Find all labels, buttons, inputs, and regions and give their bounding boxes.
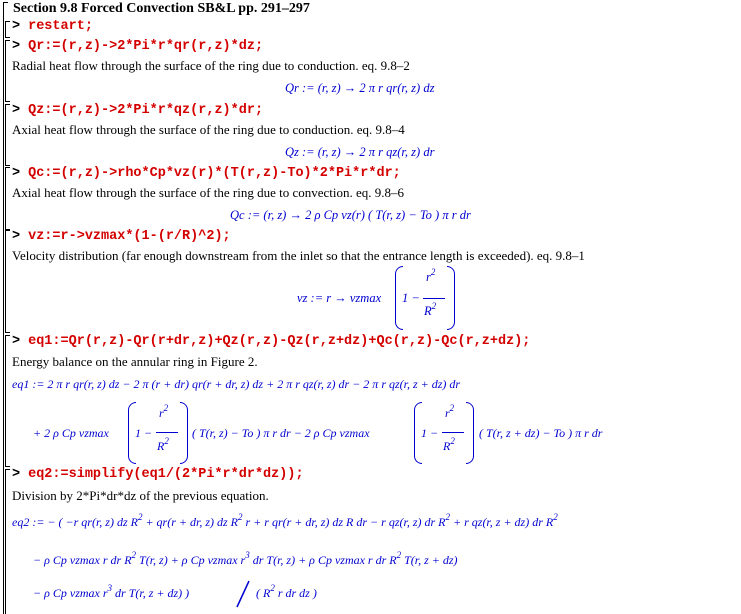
frac-line [442, 432, 464, 433]
paren-right [447, 266, 455, 330]
output-eq1-line1: eq1 := 2 π r qr(r, z) dz − 2 π (r + dr) qr(r + dr, z) dz + 2 π r qz(r, z) dr − 2 π r qz(r, z + dz) dr [12, 377, 461, 391]
group-bracket-restart[interactable] [5, 21, 10, 38]
prompt: > [12, 334, 21, 349]
comment-qr: Radial heat flow through the surface of the ring due to conduction. eq. 9.8–2 [12, 58, 410, 73]
frac-num: $r^2$ [445, 403, 455, 420]
input-qz[interactable] [12, 103, 263, 118]
prompt: > [12, 103, 21, 118]
comment-qc: Axial heat flow through the surface of the ring due to convection. eq. 9.8–6 [12, 185, 405, 200]
prompt: > [12, 39, 21, 54]
output-eq2-line1: eq2 := − ( −r qr(r, z) dz $R^2 + qr(r$ + dr, z) dz $R^2$ r + r qr(r + dr, z) dz R dr − r qz(r, z) dr $R^2 + r$ qz(r, z + dz) dr $R^2$ [12, 512, 558, 529]
frac-line [156, 432, 178, 433]
input-eq2[interactable] [12, 467, 304, 482]
input-text[interactable]: eq2:=simplify(eq1/(2*Pi*r*dr*dz)); [28, 467, 304, 482]
frac-den: $R^2$ [443, 436, 455, 453]
prompt: > [12, 229, 21, 244]
division-slash [234, 579, 252, 609]
input-eq1[interactable] [12, 334, 530, 349]
input-qc[interactable] [12, 166, 401, 181]
group-bracket-eq1[interactable] [5, 335, 10, 467]
prompt: > [12, 166, 21, 181]
comment-eq1: Energy balance on the annular ring in Figure 2. [12, 354, 258, 369]
output-eq2-line2: − ρ Cp vzmax r dr $R^2$ T(r, z) + ρ Cp vzmax $r^3$ dr T(r, z) + ρ Cp vzmax r dr $R^2$ T(r, z + dz) [33, 550, 458, 567]
input-text[interactable]: restart; [28, 19, 93, 34]
frac-line [423, 298, 445, 299]
eq1-term-a: + 2 ρ Cp vzmax [33, 426, 109, 440]
group-bracket-eq2[interactable] [5, 469, 10, 614]
group-bracket-qr[interactable] [5, 40, 10, 102]
eq1-term-b: ( T(r, z) − To ) π r dr − 2 ρ Cp vzmax [192, 426, 370, 440]
comment-eq2: Division by 2*Pi*dr*dz of the previous equation. [12, 488, 269, 503]
output-vz-lhs: vz := r → vzmax [297, 291, 382, 305]
input-text[interactable]: eq1:=Qr(r,z)-Qr(r+dr,z)+Qz(r,z)-Qz(r,z+dz)+Qc(r,z)-Qc(r,z+dz); [28, 334, 531, 349]
input-vz[interactable] [12, 229, 231, 244]
output-eq2-denominator: ( $R^2$ r dr dz ) [256, 583, 317, 600]
paren-right [466, 402, 474, 464]
group-bracket-qz[interactable] [5, 104, 10, 166]
frac-num: $r^2$ [426, 267, 436, 284]
input-text[interactable]: Qc:=(r,z)->rho*Cp*vz(r)*(T(r,z)-To)*2*Pi*r*dr; [28, 166, 401, 181]
frac-den: $R^2$ [424, 301, 437, 318]
section-title: Section 9.8 Forced Convection SB&L pp. 291–297 [13, 1, 310, 16]
input-restart[interactable] [12, 19, 93, 34]
eq1-one-b: 1 − [421, 426, 439, 440]
comment-vz: Velocity distribution (far enough downstream from the inlet so that the entrance length is exceeded). eq. 9.8–1 [12, 248, 585, 263]
output-qc: Qc := (r, z) → 2 ρ Cp vz(r) ( T(r, z) − To ) π r dr [230, 208, 471, 222]
prompt: > [12, 19, 21, 34]
eq1-term-c: ( T(r, z + dz) − To ) π r dr [479, 426, 603, 440]
input-text[interactable]: Qz:=(r,z)->2*Pi*r*qz(r,z)*dr; [28, 103, 264, 118]
group-bracket-qc[interactable] [5, 167, 10, 230]
input-text[interactable]: Qr:=(r,z)->2*Pi*r*qr(r,z)*dz; [28, 39, 264, 54]
input-text[interactable]: vz:=r->vzmax*(1-(r/R)^2); [28, 229, 231, 244]
group-bracket-vz[interactable] [5, 230, 10, 333]
input-qr[interactable] [12, 39, 263, 54]
eq1-one-a: 1 − [135, 426, 153, 440]
comment-qz: Axial heat flow through the surface of the ring due to conduction. eq. 9.8–4 [12, 122, 405, 137]
output-vz-one: 1 − [402, 291, 420, 305]
output-qz: Qz := (r, z) → 2 π r qz(r, z) dr [285, 145, 435, 159]
prompt: > [12, 467, 21, 482]
paren-right [180, 402, 188, 464]
frac-den: $R^2$ [157, 436, 169, 453]
output-eq2-line3: − ρ Cp vzmax $r^3$ dr T(r, z + dz) ) [33, 583, 190, 600]
frac-num: $r^2$ [159, 403, 169, 420]
output-qr: Qr := (r, z) → 2 π r qr(r, z) dz [285, 81, 435, 95]
